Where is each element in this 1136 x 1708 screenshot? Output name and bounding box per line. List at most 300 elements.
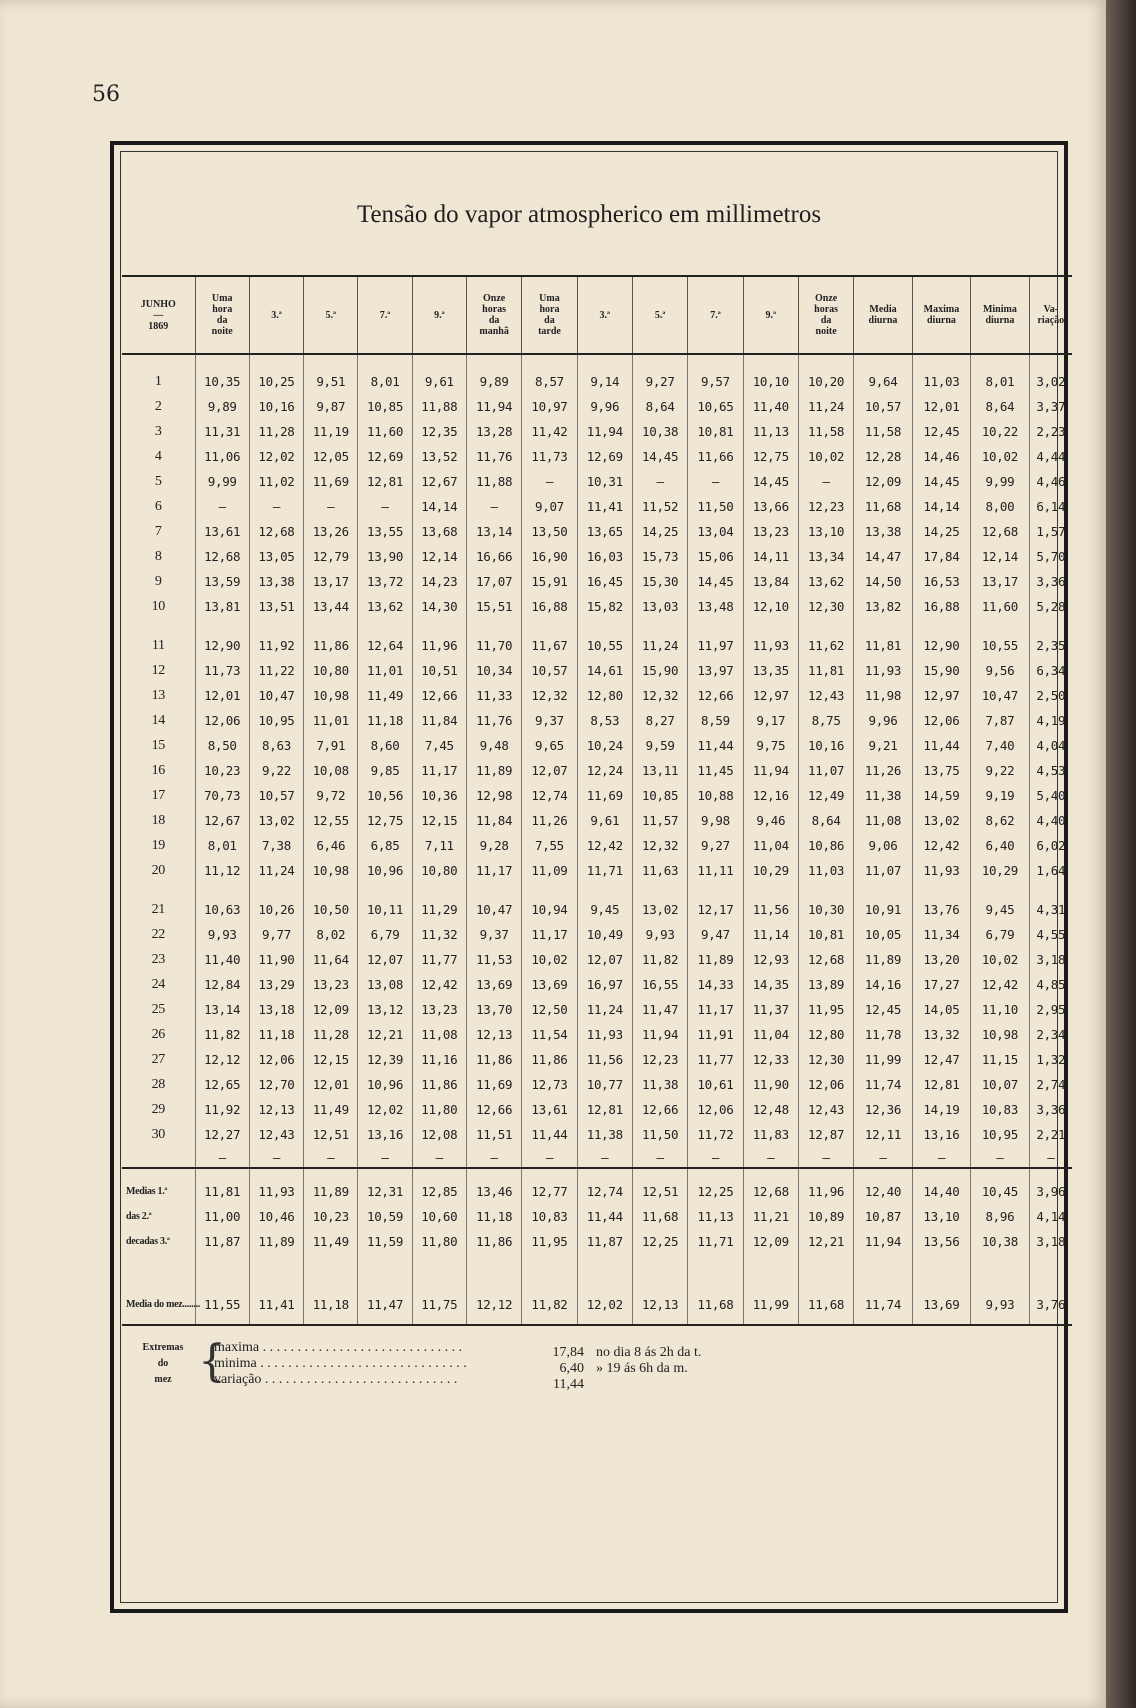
table-cell: — [854,1147,912,1168]
table-row [122,733,1072,758]
table-cell: 14,40 [912,1168,970,1204]
table-cell: 12,36 [854,1097,912,1122]
table-cell: 13,26 [304,519,358,544]
table-cell: 10,96 [358,858,412,883]
table-cell: 12,06 [798,1072,853,1097]
table-cell: — [466,494,521,519]
row-label: 27 [122,1047,195,1072]
table-cell: 11,94 [577,419,632,444]
table-cell: 10,87 [854,1204,912,1229]
table-row [122,354,1072,394]
table-cell: 13,20 [912,947,970,972]
table-cell: 11,41 [577,494,632,519]
table-cell: 11,16 [412,1047,466,1072]
decade-mean-row [122,1204,1072,1229]
table-cell: 2,21 [1036,1127,1066,1142]
table-cell: 9,45 [577,883,632,922]
table-cell: — [798,1147,853,1168]
table-cell: 13,69 [466,972,521,997]
table-cell: 12,97 [912,683,970,708]
table-cell: 11,24 [249,858,303,883]
table-cell: 10,51 [412,658,466,683]
table-cell: 16,97 [577,972,632,997]
table-cell: 9,96 [854,708,912,733]
table-cell: 15,90 [632,658,687,683]
table-cell: 9,89 [195,394,249,419]
table-row [122,1022,1072,1047]
table-cell: 12,42 [912,833,970,858]
table-cell: 10,24 [577,733,632,758]
table-cell: 8,64 [798,808,853,833]
table-cell: 13,84 [743,569,798,594]
table-cell: 3,96 [1029,1168,1072,1204]
table-cell: 9,75 [743,733,798,758]
row-label: 22 [122,922,195,947]
table-cell: 16,45 [577,569,632,594]
table-cell: 9,21 [854,733,912,758]
table-cell: 11,94 [632,1022,687,1047]
table-cell: 10,38 [632,419,687,444]
table-cell: 11,86 [466,1229,521,1254]
table-cell: 10,55 [971,619,1029,658]
table-cell: 13,04 [688,519,743,544]
table-cell: 11,86 [522,1047,577,1072]
table-cell: 10,63 [195,883,249,922]
table-cell: 11,89 [249,1229,303,1254]
table-cell: — [632,469,687,494]
table-cell: 11,21 [743,1204,798,1229]
table-cell: 13,69 [912,1254,970,1325]
table-row [122,883,1072,922]
table-cell: 12,14 [412,544,466,569]
table-cell: 13,10 [912,1204,970,1229]
table-cell: 10,98 [304,858,358,883]
table-cell: 11,94 [466,394,521,419]
table-cell: 10,34 [466,658,521,683]
table-cell: 12,39 [358,1047,412,1072]
table-cell: 13,52 [412,444,466,469]
table-cell: — [466,1147,521,1168]
table-cell: 13,12 [358,997,412,1022]
column-header: 3.ª [577,276,632,354]
row-label: 19 [122,833,195,858]
table-cell: 11,80 [412,1229,466,1254]
row-label: 3 [122,419,195,444]
table-cell: 10,83 [971,1097,1029,1122]
table-cell: 11,38 [632,1072,687,1097]
table-cell: 12,97 [743,683,798,708]
table-cell: 2,50 [1036,688,1066,703]
table-cell: 11,93 [249,1168,303,1204]
table-cell: 9,57 [688,354,743,394]
table-cell: 11,84 [466,808,521,833]
table-cell: 8,96 [971,1204,1029,1229]
table-cell: 9,93 [971,1254,1029,1325]
table-cell: 12,02 [249,444,303,469]
table-cell: 12,42 [971,972,1029,997]
table-cell: 8,60 [358,733,412,758]
table-cell: 13,90 [358,544,412,569]
table-cell: — [577,1147,632,1168]
table-cell: 7,55 [522,833,577,858]
table-cell: 12,51 [304,1122,358,1147]
table-cell: 17,27 [912,972,970,997]
table-cell: 13,17 [304,569,358,594]
table-cell: 10,30 [798,883,853,922]
table-row [122,394,1072,419]
table-cell: 12,28 [854,444,912,469]
table-cell: 14,16 [854,972,912,997]
row-label: 7 [122,519,195,544]
table-cell: 11,75 [412,1254,466,1325]
table-cell: 12,80 [798,1022,853,1047]
table-cell: 3,76 [1029,1254,1072,1325]
table-cell: 11,49 [304,1229,358,1254]
table-cell: 10,02 [798,444,853,469]
table-cell: 11,82 [522,1254,577,1325]
table-cell: 13,02 [249,808,303,833]
table-row [122,444,1072,469]
table-cell: 8,01 [971,354,1029,394]
table-row [122,758,1072,783]
table-cell: 13,66 [743,494,798,519]
table-cell: 11,73 [522,444,577,469]
table-cell: 10,05 [854,922,912,947]
table-cell: 70,73 [195,783,249,808]
table-cell: 10,31 [577,469,632,494]
table-cell: 11,24 [798,394,853,419]
table-cell: 12,43 [249,1122,303,1147]
table-cell: 11,99 [743,1254,798,1325]
table-cell: 11,94 [743,758,798,783]
table-cell: 11,37 [743,997,798,1022]
table-cell: 13,61 [522,1097,577,1122]
table-cell: 9,19 [971,783,1029,808]
table-cell: 4,46 [1036,474,1066,489]
row-label: 20 [122,858,195,883]
table-cell: — [412,1147,466,1168]
table-row [122,947,1072,972]
table-row [122,519,1072,544]
table-cell: 7,38 [249,833,303,858]
table-cell: 14,25 [912,519,970,544]
table-cell: 11,76 [466,444,521,469]
table-cell: 11,74 [854,1072,912,1097]
table-cell: 13,70 [466,997,521,1022]
table-cell: 11,17 [412,758,466,783]
table-cell: 12,93 [743,947,798,972]
table-cell: 8,75 [798,708,853,733]
table-cell: 11,68 [798,1254,853,1325]
table-cell: 9,99 [195,469,249,494]
table-cell: 11,13 [743,419,798,444]
table-cell: 6,40 [971,833,1029,858]
table-cell: 11,96 [412,619,466,658]
table-cell: 4,85 [1036,977,1066,992]
table-cell: 11,17 [466,858,521,883]
table-cell: 10,61 [688,1072,743,1097]
table-cell: — [304,494,358,519]
table-row [122,1122,1072,1147]
table-cell: 10,80 [304,658,358,683]
row-label: 17 [122,783,195,808]
table-cell: 11,95 [522,1229,577,1254]
table-cell: 11,44 [912,733,970,758]
table-cell: 13,48 [688,594,743,619]
table-cell: 13,02 [912,808,970,833]
table-cell: 11,84 [412,708,466,733]
table-cell: 10,86 [798,833,853,858]
table-cell: 12,08 [412,1122,466,1147]
table-cell: 12,81 [577,1097,632,1122]
table-cell: 10,77 [577,1072,632,1097]
table-cell: 11,45 [688,758,743,783]
table-cell: 11,50 [688,494,743,519]
table-cell: 11,51 [466,1122,521,1147]
table-cell: 11,69 [466,1072,521,1097]
table-cell: 9,93 [632,922,687,947]
vapor-pressure-table [122,275,1072,1326]
row-label: 29 [122,1097,195,1122]
table-cell: 10,47 [249,683,303,708]
extreme-note: no dia 8 ás 2h da t. [596,1345,702,1360]
table-cell: 11,33 [466,683,521,708]
table-cell: 10,57 [249,783,303,808]
table-cell: 12,25 [632,1229,687,1254]
table-cell: 12,12 [195,1047,249,1072]
table-cell: 12,17 [688,883,743,922]
table-row [122,569,1072,594]
extreme-row-max [214,1340,702,1360]
column-header: 5.ª [632,276,687,354]
table-cell: 7,91 [304,733,358,758]
table-cell: 12,66 [412,683,466,708]
table-cell: — [522,469,577,494]
table-cell: 12,21 [798,1229,853,1254]
table-cell: 11,86 [304,619,358,658]
row-label: 8 [122,544,195,569]
table-cell: 12,01 [912,394,970,419]
table-cell: 12,73 [522,1072,577,1097]
table-cell: 12,06 [249,1047,303,1072]
table-cell: 12,43 [798,683,853,708]
table-cell: 11,77 [412,947,466,972]
table-cell: 9,07 [522,494,577,519]
table-cell: 10,49 [577,922,632,947]
table-cell: 11,28 [304,1022,358,1047]
table-cell: 10,65 [688,394,743,419]
table-cell: 12,67 [195,808,249,833]
table-cell: 12,09 [743,1229,798,1254]
column-header: 5.ª [304,276,358,354]
table-cell: 12,85 [412,1168,466,1204]
table-cell: 11,11 [688,858,743,883]
table-cell: 12,21 [358,1022,412,1047]
table-cell: 10,08 [304,758,358,783]
table-cell: 12,01 [195,683,249,708]
table-cell: 10,50 [304,883,358,922]
table-cell: 11,14 [743,922,798,947]
table-cell: 4,53 [1036,763,1066,778]
table-cell: 12,07 [522,758,577,783]
table-cell: 4,14 [1036,1209,1066,1224]
table-cell: 2,23 [1036,424,1066,439]
table-cell: 12,98 [466,783,521,808]
column-header: Minima diurna [971,276,1029,354]
table-cell: 14,45 [632,444,687,469]
table-cell: 9,98 [688,808,743,833]
row-label: 6 [122,494,195,519]
table-cell: 12,68 [971,519,1029,544]
table-cell: 12,75 [358,808,412,833]
table-row [122,1097,1072,1122]
table-cell: 11,56 [577,1047,632,1072]
table-cell: 6,79 [971,922,1029,947]
table-cell: 10,81 [688,419,743,444]
table-cell: 11,63 [632,858,687,883]
table-cell: 11,93 [912,858,970,883]
table-cell: 12,15 [304,1047,358,1072]
table-cell: 11,86 [466,1047,521,1072]
table-cell: 14,30 [412,594,466,619]
table-cell: 11,58 [854,419,912,444]
table-cell: 11,99 [854,1047,912,1072]
table-cell: 11,62 [798,619,853,658]
extreme-row-variation [214,1372,596,1392]
table-cell: 11,82 [632,947,687,972]
table-cell: 14,50 [854,569,912,594]
table-cell: 9,46 [743,808,798,833]
table-cell: 11,18 [249,1022,303,1047]
table-cell: 10,85 [358,394,412,419]
table-cell: 10,95 [971,1122,1029,1147]
table-row [122,1072,1072,1097]
table-cell: 15,51 [466,594,521,619]
table-cell: 11,41 [249,1254,303,1325]
table-cell: 11,73 [195,658,249,683]
table-cell: 10,38 [971,1229,1029,1254]
table-cell: 12,49 [798,783,853,808]
table-cell: 11,47 [358,1254,412,1325]
table-cell: — [688,469,743,494]
table-cell: 8,62 [971,808,1029,833]
table-cell: 4,44 [1036,449,1066,464]
column-header: 7.ª [688,276,743,354]
table-cell: 14,47 [854,544,912,569]
table-cell: 11,19 [304,419,358,444]
row-label: 21 [122,883,195,922]
table-cell: 13,14 [195,997,249,1022]
table-cell: 11,60 [971,594,1029,619]
table-cell: 10,98 [971,1022,1029,1047]
table-cell: 10,23 [195,758,249,783]
extremes-heading: Extremas do mez [142,1342,184,1385]
row-label: 1 [122,354,195,394]
table-cell: 13,03 [632,594,687,619]
table-cell: 9,37 [522,708,577,733]
table-cell: 11,72 [688,1122,743,1147]
table-cell: — [358,494,412,519]
table-cell: 9,27 [632,354,687,394]
table-cell: 11,03 [798,858,853,883]
table-cell: 14,25 [632,519,687,544]
table-cell: 8,50 [195,733,249,758]
table-cell: 10,57 [854,394,912,419]
table-cell: 14,35 [743,972,798,997]
table-row [122,833,1072,858]
table-cell: 11,71 [577,858,632,883]
table-cell: 11,10 [971,997,1029,1022]
table-cell: 12,33 [743,1047,798,1072]
table-cell: 13,38 [854,519,912,544]
extreme-row-min [214,1356,688,1376]
table-cell: 15,06 [688,544,743,569]
table-cell: 10,22 [971,419,1029,444]
table-cell: 13,72 [358,569,412,594]
table-cell: 11,54 [522,1022,577,1047]
table-row [122,494,1072,519]
table-cell: 12,68 [195,544,249,569]
table-cell: 9,27 [688,833,743,858]
table-cell: 11,89 [688,947,743,972]
table-cell: 8,01 [358,354,412,394]
table-cell: 12,10 [743,594,798,619]
table-cell: 10,45 [971,1168,1029,1204]
table-cell: 11,92 [195,1097,249,1122]
table-cell: — [971,1147,1029,1168]
table-cell: 11,67 [522,619,577,658]
table-cell: 15,91 [522,569,577,594]
table-cell: 16,03 [577,544,632,569]
table-cell: 11,69 [577,783,632,808]
table-cell: 9,48 [466,733,521,758]
row-label: Media do mez........ [122,1254,195,1325]
table-cell: 11,09 [522,858,577,883]
table-cell: 11,49 [304,1097,358,1122]
table-cell: 12,13 [249,1097,303,1122]
table-cell: 13,32 [912,1022,970,1047]
table-cell: 9,77 [249,922,303,947]
table-cell: 12,68 [798,947,853,972]
table-row [122,997,1072,1022]
table-cell: 11,02 [249,469,303,494]
table-cell: 14,14 [912,494,970,519]
table-cell: 10,29 [971,858,1029,883]
table-cell: 14,33 [688,972,743,997]
table-cell: 12,32 [632,683,687,708]
row-label: 10 [122,594,195,619]
table-row [122,419,1072,444]
table-cell: 5,40 [1036,788,1066,803]
table-cell: 12,50 [522,997,577,1022]
table-cell: 2,34 [1036,1027,1066,1042]
table-cell: 13,59 [195,569,249,594]
table-row [122,683,1072,708]
table-cell: 11,91 [688,1022,743,1047]
table-cell: 6,02 [1036,838,1066,853]
table-cell: — [912,1147,970,1168]
table-cell: 6,14 [1036,499,1066,514]
row-label: das 2.ª [122,1204,195,1229]
table-cell: 11,97 [688,619,743,658]
table-cell: 11,04 [743,833,798,858]
table-cell: 16,88 [522,594,577,619]
table-cell: 13,69 [522,972,577,997]
table-cell: 11,74 [854,1254,912,1325]
table-cell: 13,62 [798,569,853,594]
column-header: 9.ª [743,276,798,354]
table-cell: — [195,1147,249,1168]
